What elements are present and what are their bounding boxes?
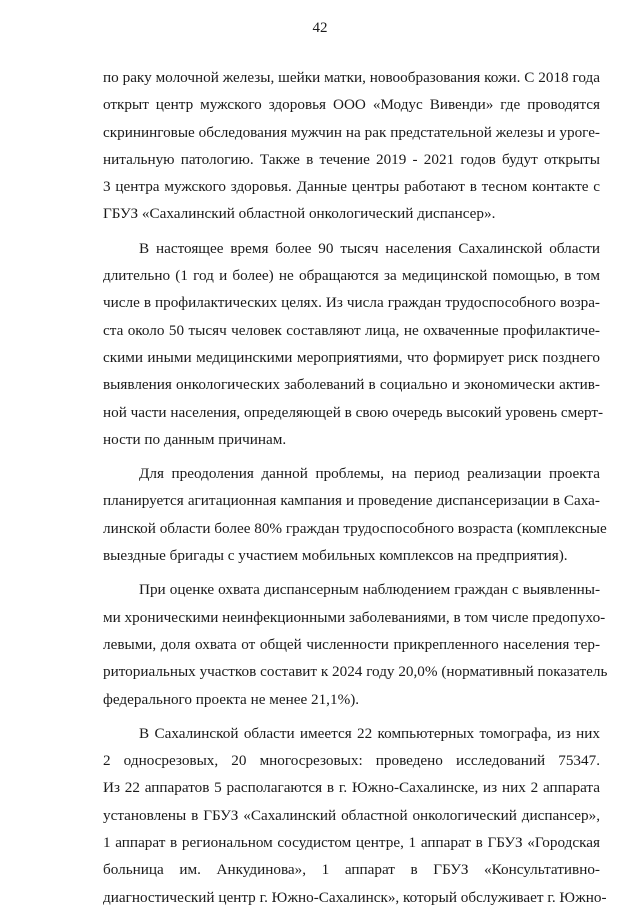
text-line: 2 односрезовых, 20 многосрезовых: проведено исследований 75347. xyxy=(103,752,600,770)
paragraph-gap xyxy=(103,453,600,460)
text-line: В настоящее время более 90 тысяч населения Сахалинской области xyxy=(139,239,600,257)
text-line: выездные бригады с участием мобильных комплексов на предприятия). xyxy=(103,547,568,565)
text-line: риториальных участков составит к 2024 году 20,0% (нормативный показатель xyxy=(103,663,608,681)
text-line: ной части населения, определяющей в свою очередь высокий уровень смерт- xyxy=(103,403,604,421)
text-line: скими иными медицинскими мероприятиями, что формирует риск позднего xyxy=(103,348,600,366)
text-line: планируется агитационная кампания и проведение диспансеризации в Саха- xyxy=(103,492,600,510)
text-line: числе в профилактических целях. Из числа граждан трудоспособного возра- xyxy=(103,294,600,312)
paragraph-gap xyxy=(103,228,600,235)
paragraph xyxy=(103,460,607,569)
paragraph xyxy=(103,576,608,712)
body-text xyxy=(103,64,608,911)
text-line: левыми, доля охвата от общей численности прикрепленного населения тер- xyxy=(103,635,600,653)
text-line: больница им. Анкудинова», 1 аппарат в ГБУЗ «Консультативно- xyxy=(103,861,600,879)
paragraph xyxy=(103,64,600,228)
text-line: открыт центр мужского здоровья ООО «Модус Вивенди» где проводятся xyxy=(103,96,600,114)
text-line: ми хроническими неинфекционными заболеваниями, в том числе предопухо- xyxy=(103,608,606,626)
paragraph-gap xyxy=(103,713,600,720)
text-line: нитальную патологию. Также в течение 2019 - 2021 годов будут открыты xyxy=(103,150,600,168)
paragraph xyxy=(103,235,604,453)
text-line: длительно (1 год и более) не обращаются за медицинской помощью, в том xyxy=(103,267,600,285)
text-line: линской области более 80% граждан трудоспособного возраста (комплексные xyxy=(103,519,607,537)
text-line: Для преодоления данной проблемы, на период реализации проекта xyxy=(139,465,600,483)
text-line: Из 22 аппаратов 5 располагаются в г. Южно-Сахалинске, из них 2 аппарата xyxy=(103,779,600,797)
paragraph-gap xyxy=(103,569,600,576)
paragraph xyxy=(103,720,607,911)
text-line: федерального проекта не менее 21,1%). xyxy=(103,690,360,708)
text-line: 1 аппарат в региональном сосудистом центре, 1 аппарат в ГБУЗ «Городская xyxy=(103,834,600,852)
text-line: ности по данным причинам. xyxy=(103,430,287,448)
text-line: 3 центра мужского здоровья. Данные центры работают в тесном контакте с xyxy=(103,178,600,196)
page-number: 42 xyxy=(312,20,328,36)
text-line: диагностический центр г. Южно-Сахалинск», который обслуживает г. Южно- xyxy=(103,888,607,906)
text-line: В Сахалинской области имеется 22 компьютерных томографа, из них xyxy=(139,724,600,742)
text-line: При оценке охвата диспансерным наблюдением граждан с выявленны- xyxy=(139,581,600,599)
text-line: скрининговые обследования мужчин на рак предстательной железы и уроге- xyxy=(103,123,600,141)
text-line: установлены в ГБУЗ «Сахалинский областной онкологический диспансер», xyxy=(103,806,600,824)
text-line: по раку молочной железы, шейки матки, новообразования кожи. С 2018 года xyxy=(103,69,600,86)
text-line: ГБУЗ «Сахалинский областной онкологический диспансер». xyxy=(103,205,496,223)
text-line: выявления онкологических заболеваний в социально и экономически актив- xyxy=(103,376,600,394)
text-line: ста около 50 тысяч человек составляют лица, не охваченные профилактиче- xyxy=(103,321,600,339)
